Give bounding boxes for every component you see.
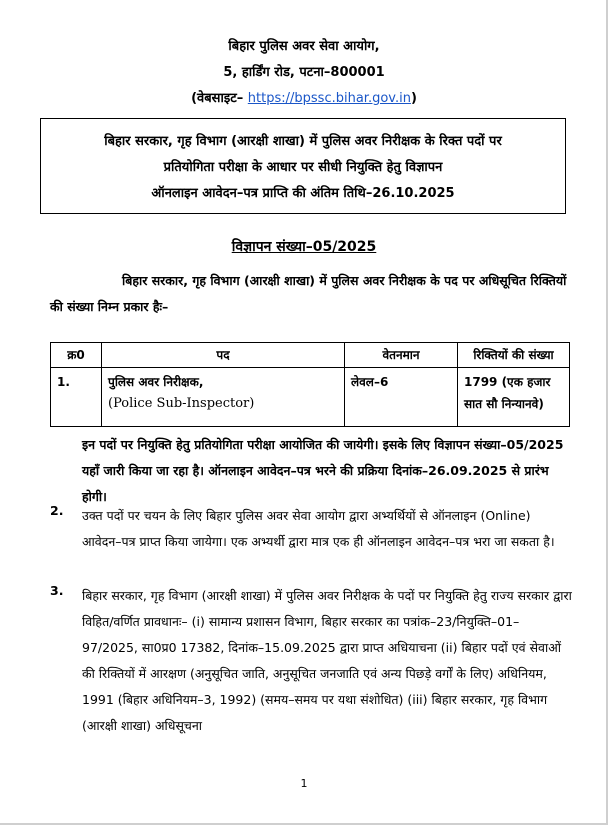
cell-serial: 1.	[51, 368, 102, 427]
table-row	[51, 368, 570, 427]
header-pay: वेतनमान	[345, 343, 458, 368]
post-english: (Police Sub-Inspector)	[108, 396, 255, 411]
paragraph-1: इन पदों पर नियुक्ति हेतु प्रतियोगिता परीक्षा आयोजित की जायेगी। इसके लिए विज्ञापन संख्या–05/2025 यहाँ जारी किया जा रहा है। ऑनलाइन आवेदन–पत्र भरने की प्रक्रिया दिनांक–26.09.2025 से प्रारंभ होगी।	[82, 437, 564, 504]
header-vacancies: रिक्तियों की संख्या	[458, 343, 570, 368]
cell-vacancies: 1799 (एक हजार सात सौ निन्यानवे)	[458, 368, 570, 427]
title-line-1: बिहार सरकार, गृह विभाग (आरक्षी शाखा) में पुलिस अवर निरीक्षक के रिक्त पदों पर	[104, 134, 502, 149]
paragraph-2-number: 2.	[50, 503, 64, 518]
vacancy-table	[50, 342, 570, 427]
title-line-3: ऑनलाइन आवेदन–पत्र प्राप्ति की अंतिम तिथि–26.10.2025	[151, 186, 455, 201]
org-name: बिहार पुलिस अवर सेवा आयोग,	[228, 39, 380, 54]
website-prefix: (वेबसाइट–	[191, 91, 244, 106]
post-hindi: पुलिस अवर निरीक्षक,	[108, 375, 204, 389]
title-box	[40, 118, 566, 214]
header	[0, 34, 608, 112]
advertisement-number: विज्ञापन संख्या–05/2025	[231, 239, 377, 255]
table-header-row	[51, 343, 570, 368]
intro-text: बिहार सरकार, गृह विभाग (आरक्षी शाखा) में पुलिस अवर निरीक्षक के पद पर अधिसूचित रिक्तियों की संख्या निम्न प्रकार हैः–	[50, 273, 567, 314]
website-link[interactable]: https://bpssc.bihar.gov.in	[247, 91, 411, 106]
paragraph-3: बिहार सरकार, गृह विभाग (आरक्षी शाखा) में पुलिस अवर निरीक्षक के पदों पर नियुक्ति हेतु राज्य सरकार द्वारा विहित/वर्णित प्रावधानः– (i) सामान्य प्रशासन विभाग, बिहार सरकार का पत्रांक–23/नियुक्ति–01–97/2025, सा0प्र0 17382, दिनांक–15.09.2025 द्वारा प्राप्त अधियाचना (ii) बिहार पदों एवं सेवाओं की रिक्तियों में आरक्षण (अनुसूचित जाति, अनुसूचित जनजाति एवं अन्य पिछड़े वर्गों के लिए) अधिनियम, 1991 (बिहार अधिनियम–3, 1992) (समय–समय पर यथा संशोधित) (iii) बिहार सरकार, गृह विभाग (आरक्षी शाखा) अधिसूचना	[82, 588, 572, 733]
title-line-2: प्रतियोगिता परीक्षा के आधार पर सीधी नियुक्ति हेतु विज्ञापन	[163, 160, 443, 175]
paragraph-2: उक्त पदों पर चयन के लिए बिहार पुलिस अवर सेवा आयोग द्वारा अभ्यर्थियों से ऑनलाइन (Online) आवेदन–पत्र प्राप्त किया जायेगा। एक अभ्यर्थी द्वारा मात्र एक ही ऑनलाइन आवेदन–पत्र भरा जा सकता है।	[82, 508, 555, 549]
paragraph-3-number: 3.	[50, 583, 64, 598]
intro-paragraph	[50, 268, 568, 320]
website-line	[0, 86, 608, 112]
cell-pay-level: लेवल–6	[345, 368, 458, 427]
cell-post	[102, 368, 345, 427]
org-address: 5, हार्डिंग रोड, पटना–800001	[223, 65, 385, 80]
website-suffix: )	[410, 91, 417, 106]
header-serial: क्र0	[51, 343, 102, 368]
header-post: पद	[102, 343, 345, 368]
page-number: 1	[300, 777, 308, 790]
